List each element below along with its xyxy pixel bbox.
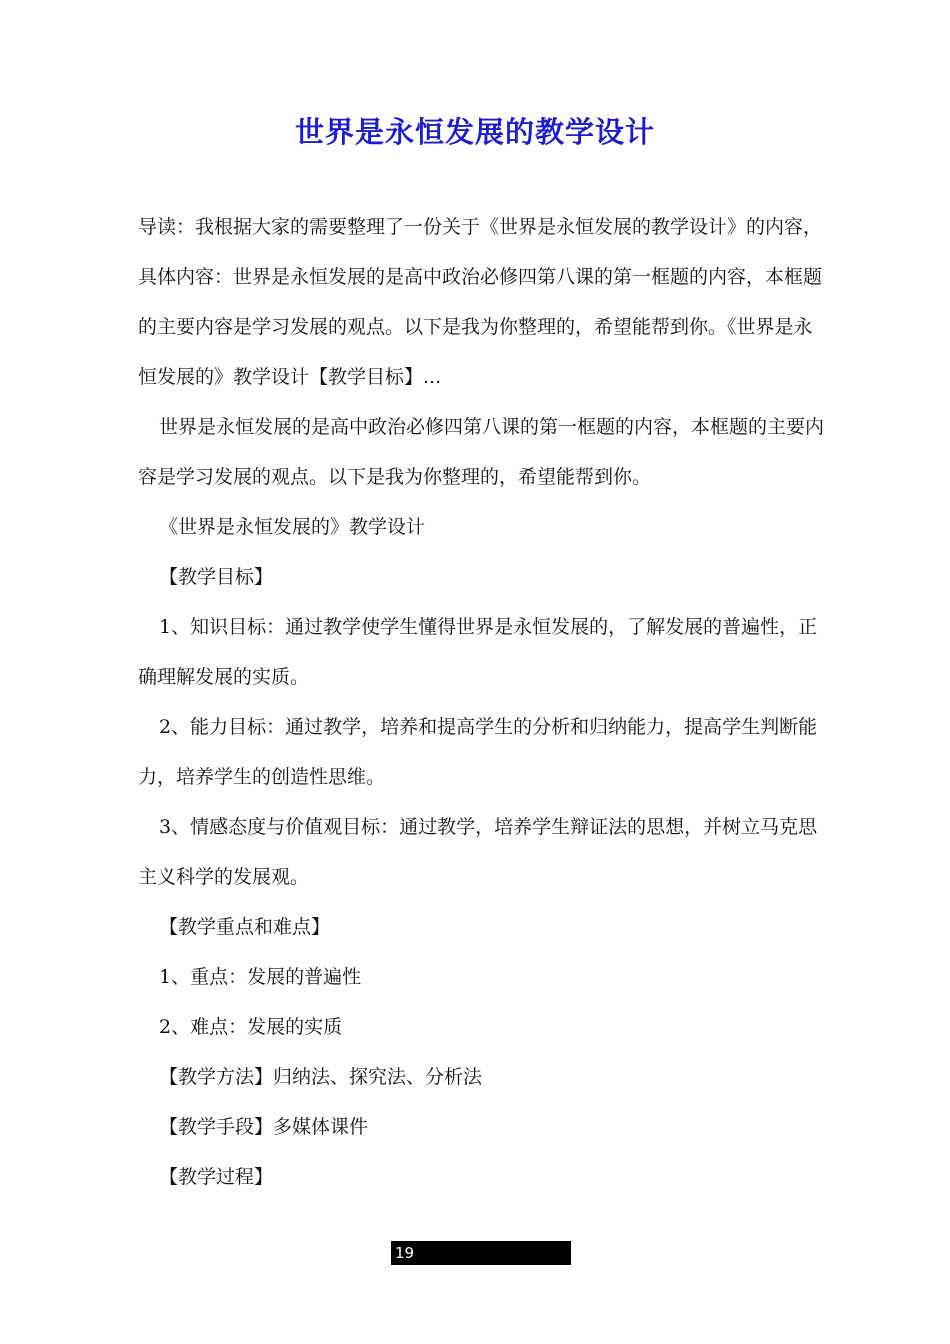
paragraph-teaching-means: 【教学手段】多媒体课件 (159, 1116, 369, 1138)
paragraph-knowledge-objective: 1、知识目标：通过教学使学生懂得世界是永恒发展的，了解发展的普遍性，正确理解发展的实质。 (138, 616, 818, 688)
paragraph-teaching-methods: 【教学方法】归纳法、探究法、分析法 (159, 1066, 483, 1088)
paragraph-design-heading: 《世界是永恒发展的》教学设计 (159, 516, 426, 538)
paragraph-intro: 导读：我根据大家的需要整理了一份关于《世界是永恒发展的教学设计》的内容，具体内容：世界是永恒发展的是高中政治必修四第八课的第一框题的内容，本框题的主要内容是学习发展的观点。以下是我为你整理的，希望能帮到你。《世界是永恒发展的》教学设计【教学目标】... (138, 216, 823, 388)
paragraph-key-point: 1、重点：发展的普遍性 (159, 966, 362, 988)
paragraph-summary: 世界是永恒发展的是高中政治必修四第八课的第一框题的内容，本框题的主要内容是学习发展的观点。以下是我为你整理的，希望能帮到你。 (138, 416, 825, 488)
paragraph-difficult-point: 2、难点：发展的实质 (159, 1016, 343, 1038)
section-heading-process: 【教学过程】 (159, 1166, 274, 1188)
page-number: 19 (391, 1241, 571, 1265)
paragraph-ability-objective: 2、能力目标：通过教学，培养和提高学生的分析和归纳能力，提高学生判断能力，培养学生的创造性思维。 (138, 716, 818, 788)
section-heading-objectives: 【教学目标】 (159, 566, 274, 588)
document-body (138, 202, 828, 1202)
section-heading-key-points: 【教学重点和难点】 (159, 916, 331, 938)
paragraph-attitude-objective: 3、情感态度与价值观目标：通过教学，培养学生辩证法的思想，并树立马克思主义科学的发展观。 (138, 816, 818, 888)
document-title: 世界是永恒发展的教学设计 (294, 115, 655, 149)
